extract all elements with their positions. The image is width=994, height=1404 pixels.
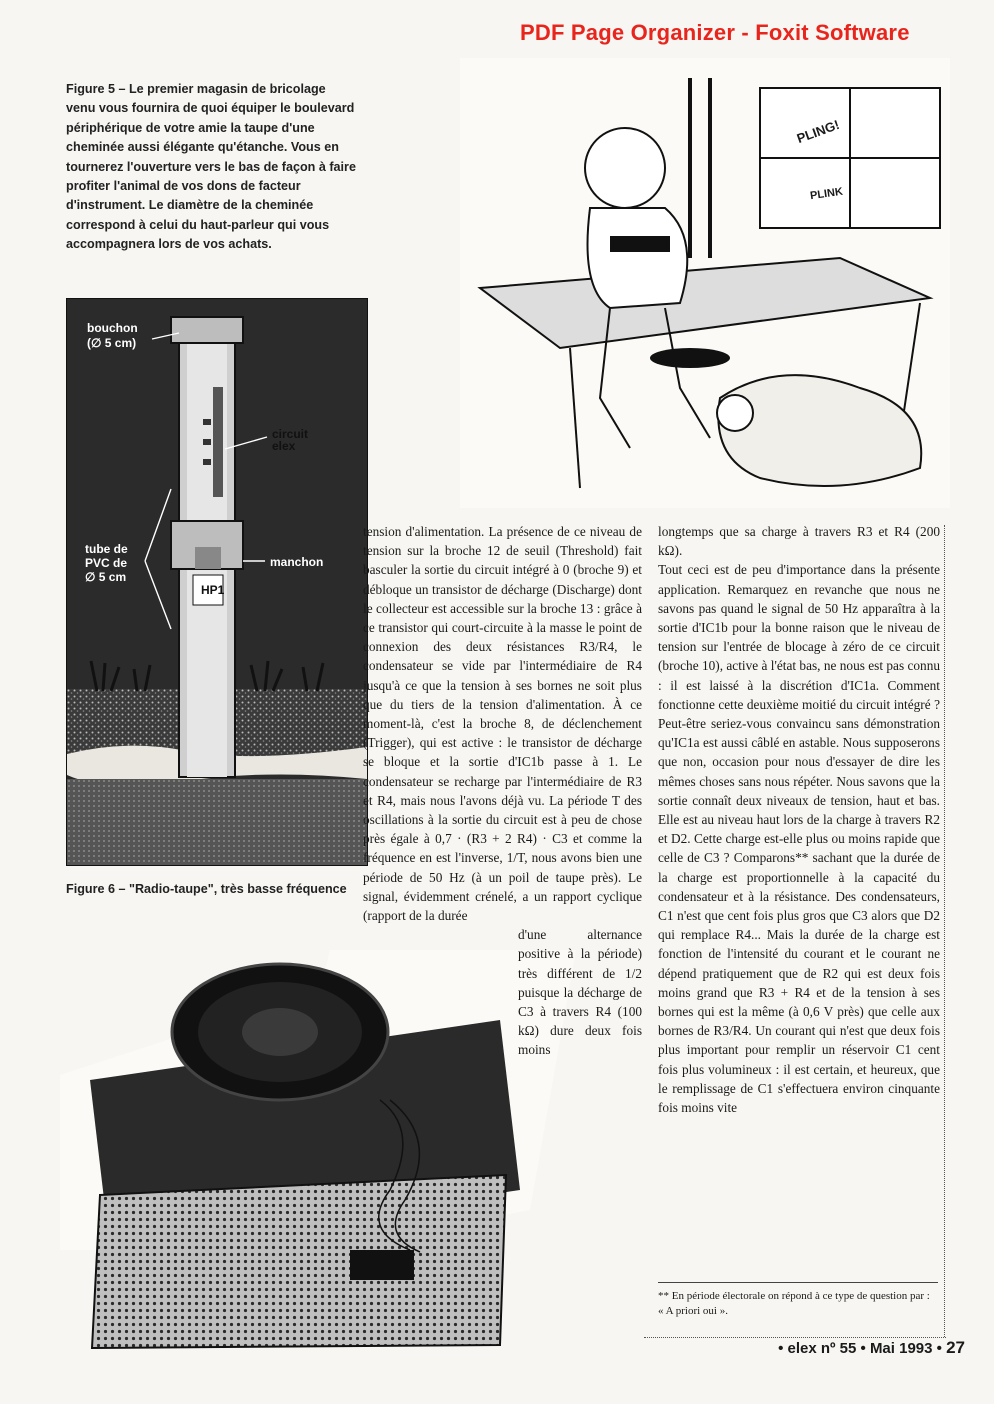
dotted-border-right [944,525,945,1337]
figure6-diagram [66,298,368,866]
label-manchon: manchon [270,555,324,569]
watermark-text: PDF Page Organizer - Foxit Software [520,20,910,45]
page-number: 27 [946,1338,965,1357]
paragraph-indented: d'une alternance positive à la période) très différent de 1/2 puisque la décharge de C3 à travers R4 (100 kΩ) dure deux fois moins [518,927,642,1058]
label-diameter: ∅ 5 cm [85,570,127,584]
label-bouchon-dim: (∅ 5 cm) [87,336,137,350]
article-column-right [658,522,940,1117]
label-circuit: circuit [272,427,309,441]
sign-pling: PLING! [794,116,842,147]
cartoon-drawing [460,58,950,508]
label-tube: tube de [85,542,128,556]
figure6-caption: Figure 6 – "Radio-taupe", très basse fréquence [66,882,347,896]
footnote: ** En période électorale on répond à ce type de question par : « A priori oui ». [658,1282,938,1319]
label-bouchon: bouchon [87,321,138,335]
label-pvc: PVC de [85,556,128,570]
footer-issue: • elex nº 55 • Mai 1993 • [778,1340,942,1357]
cartoon-illustration [460,58,950,508]
sign-plink: PLINK [809,185,844,203]
label-hp1: HP1 [201,583,225,597]
page-footer [770,1338,965,1358]
label-elex: elex [272,439,296,453]
paragraph: tension d'alimentation. La présence de ce niveau de tension sur la broche 12 de seuil (Threshold) fait basculer la sortie du circuit intégré à 0 (broche 9) et débloque un transistor de décharge (Discharge) dont le collecteur est accessible sur la broche 13 : grâce à ce transistor qui court-circuite à la masse le point de connexion des deux résistances R3/R4, le condensateur se vide par l'intermédiaire de R4 jusqu'à ce que la tension à ses bornes ne soit plus que du tiers de la tension d'alimentation. À ce moment-là, c'est la broche 8, de déclenchement (Trigger), qui est active : le transistor de décharge se bloque et la sortie d'IC1b passe à 1. Le condensateur se recharge par l'intermédiaire de R3 et R4, mais nous l'avons déjà vu. La période T des oscillations à la sortie du circuit est à peu de chose près égale à 0,7 · (R3 + 2 R4) · C3 et comme la fréquence en est l'inverse, 1/T, nous avons bien une période de 50 Hz (à un poil de taupe près). Le signal, évidemment crénelé, a un rapport cyclique (rapport de la durée [363,524,642,924]
paragraph: longtemps que sa charge à travers R3 et R4 (200 kΩ). [658,524,940,559]
paragraph: Tout ceci est de peu d'importance dans la présente application. Remarquez en revanche que nous ne savons pas quand le signal de 50 Hz apparaîtra à la sortie d'IC1b pour la bonne raison que le niveau de tension sur l'entrée de blocage à zéro de ce circuit (broche 10), active à l'état bas, ne nous est pas connu : il est laissé à la discrétion d'IC1a. Comment fonctionne cette deuxième moitié du circuit intégré ? Peut-être seriez-vous convaincu sans démonstration qu'IC1a est aussi câblé en astable. Nous supposerons que non, occasion pour nous d'essayer de dire les mêmes choses sans nous répéter. Nous savons que la sortie connaît deux niveaux de tension, haut et bas. Elle est au niveau haut lors de la charge à travers R2 et D2. Cette charge est-elle plus ou moins rapide que celle de C3 ? Comparons** sachant que la durée de la charge est proportionnelle à la capacité du condensateur et à la résistance. Des condensateurs, C1 n'est que cent fois plus gros que C3 alors que D2 qui remplace R4... Mais la durée de la charge est fonction de l'intensité du courant et le courant ne dépend pratiquement que de R2 qui est deux fois moins grand que R3 + R4 et de la tension à ses bornes qui est la même (à 0,6 V près) que celle aux bornes de R3/R4. Un courant qui n'est que deux fois plus important pour remplir un réservoir C1 cent fois plus volumineux : il est certain, et heureux, que le remplissage de C1 s'effectuera environ cinquante fois moins vite [658,562,940,1116]
figure5-caption: Figure 5 – Le premier magasin de bricolage venu vous fournira de quoi équiper le boulevard périphérique de votre amie la taupe d'une cheminée aussi élégante qu'étanche. Vous en tournerez l'ouverture vers le bas de façon à faire profiter l'animal de vos dons de facteur d'instrument. Le diamètre de la cheminée correspond à celui du haut-parleur qui vous accompagnera lors de vos achats. [66,82,356,252]
article-column-middle [363,522,642,1060]
